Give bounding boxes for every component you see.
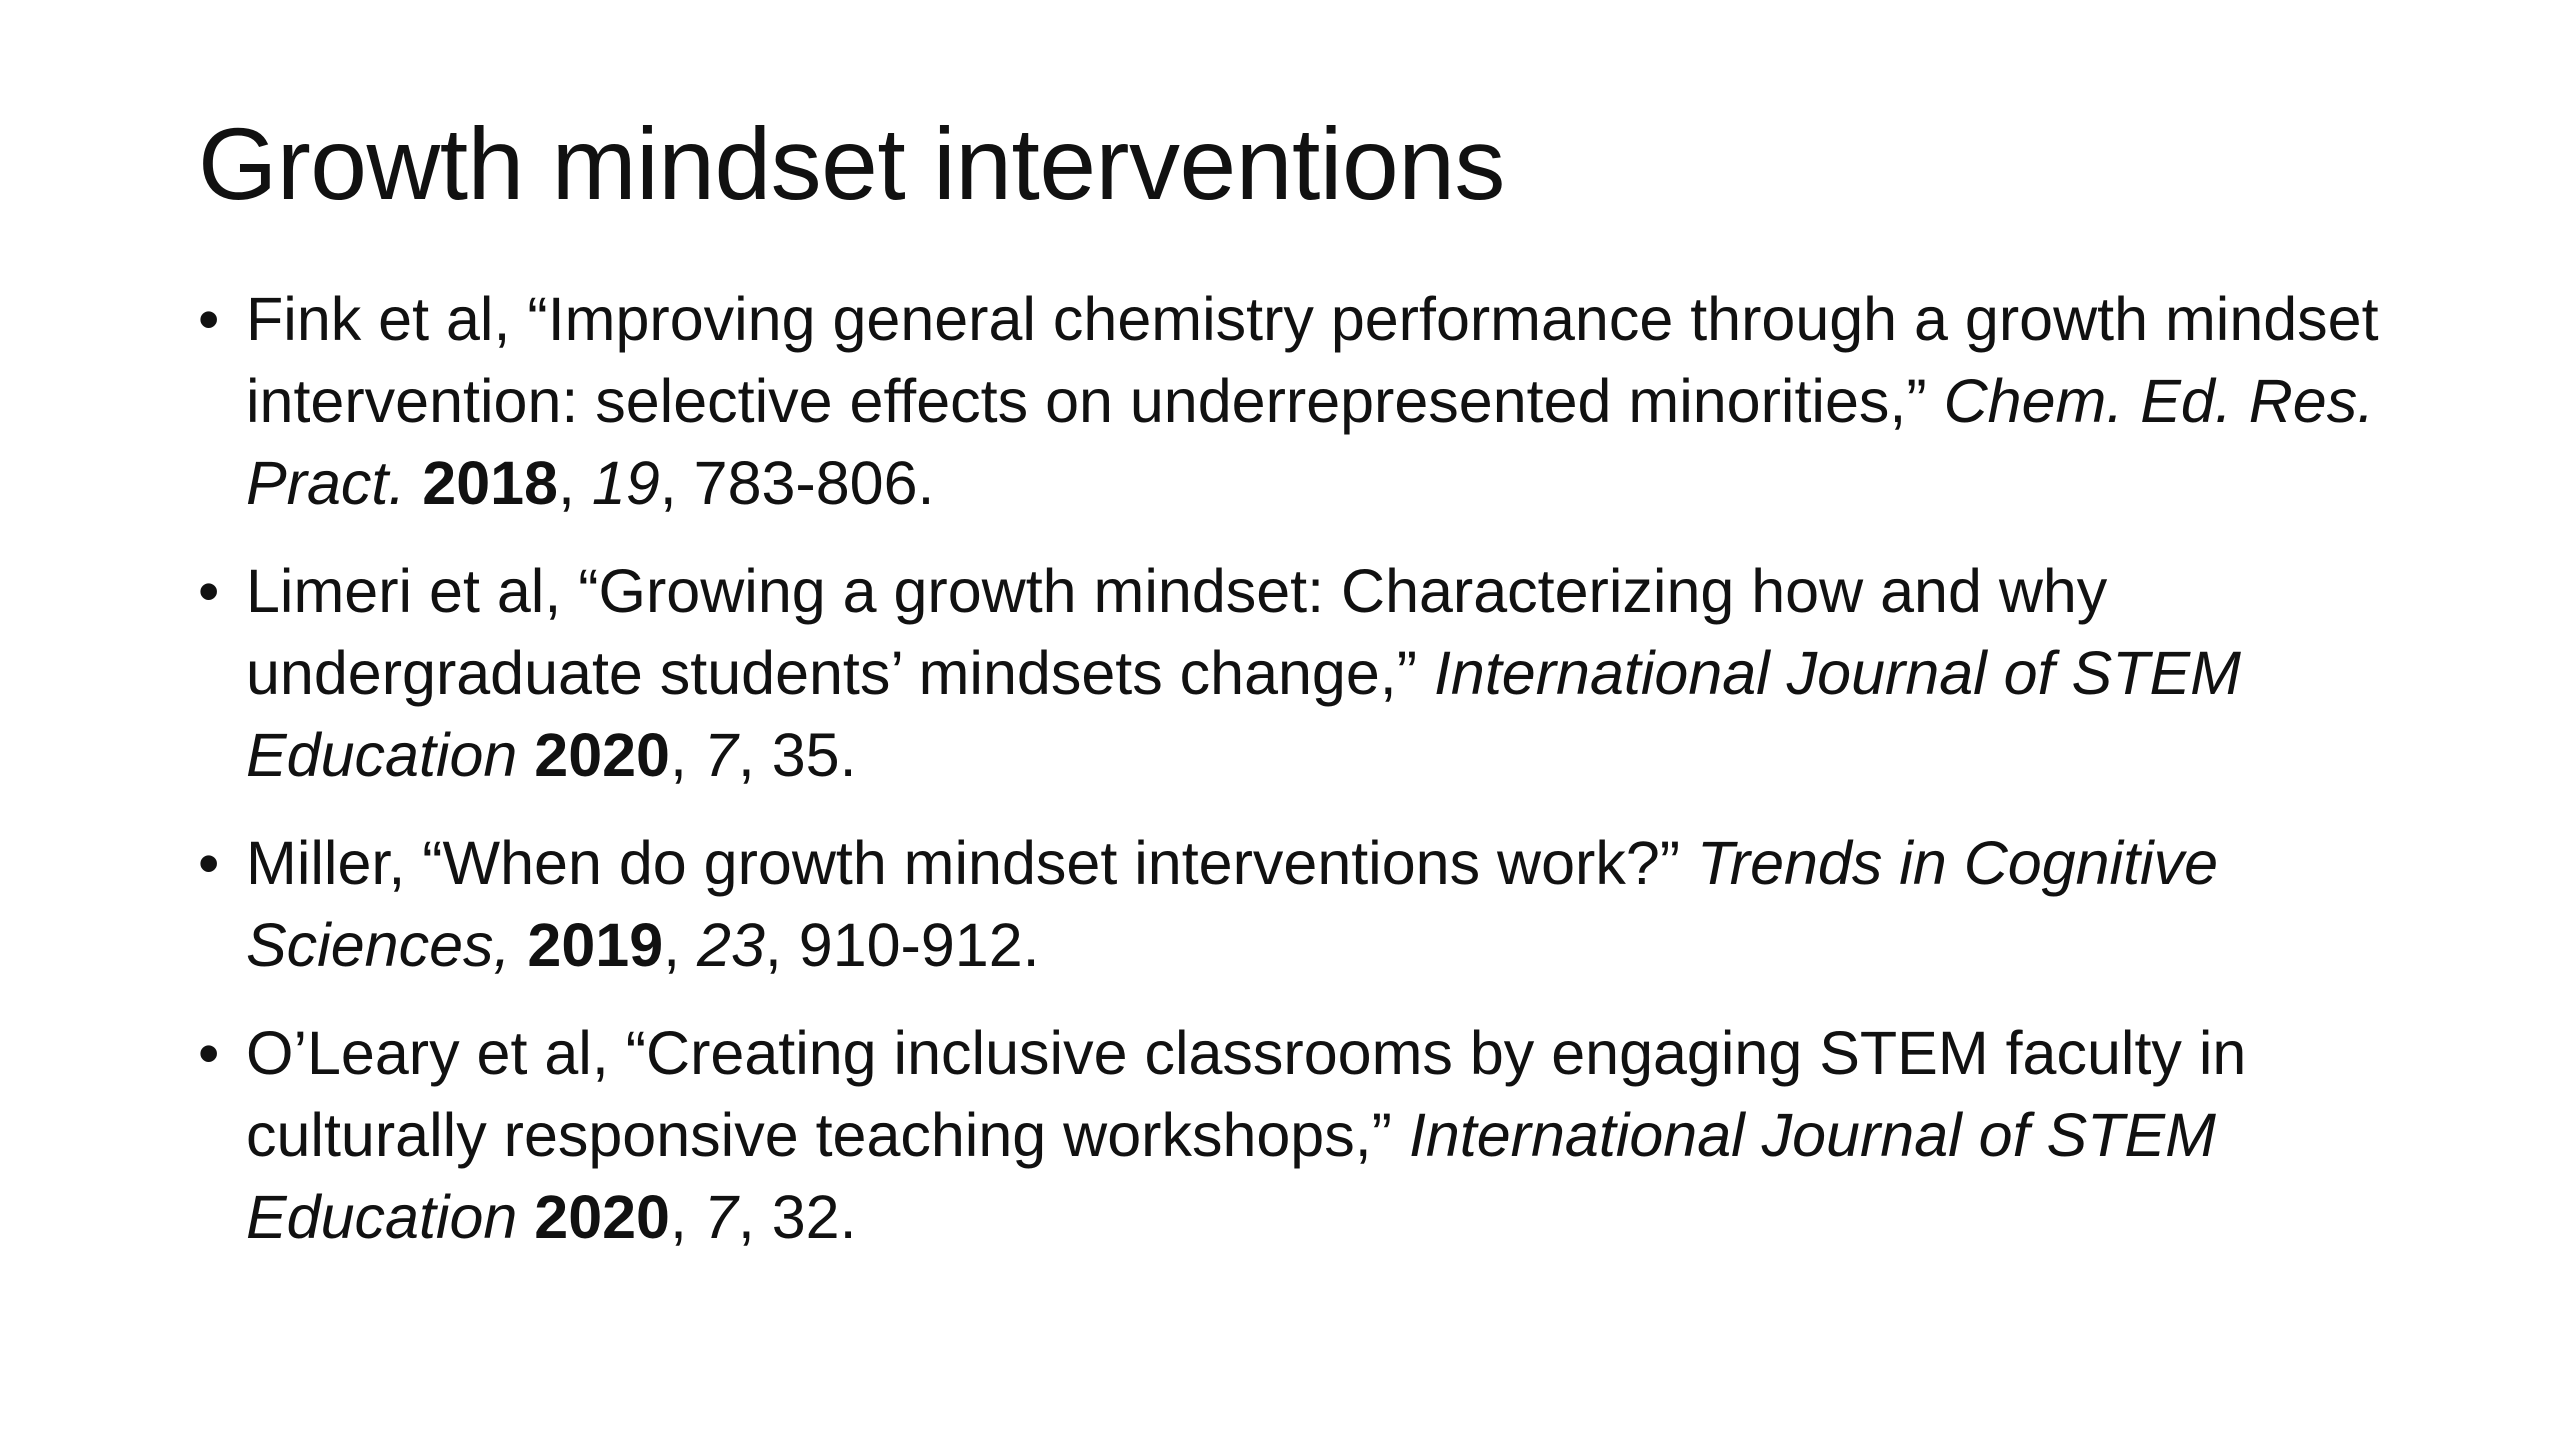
separator (517, 721, 534, 789)
reference-text (246, 1019, 2246, 1251)
reference-text (246, 829, 2218, 979)
bullet-point: • (198, 557, 220, 625)
reference-pages: , 35. (737, 721, 857, 789)
reference-year: 2019 (527, 911, 664, 979)
slide-title: Growth mindset interventions (198, 107, 1505, 221)
reference-item-oleary (198, 1012, 2438, 1258)
reference-pages: , 783-806. (659, 449, 935, 517)
separator: , (669, 1183, 704, 1251)
reference-text (246, 557, 2241, 789)
separator (405, 449, 422, 517)
separator (510, 911, 527, 979)
reference-journal: Trends in Cognitive Sciences, (246, 829, 2219, 979)
reference-item-fink (198, 278, 2438, 524)
reference-volume: 7 (703, 721, 738, 789)
reference-citation: Limeri et al, “Growing a growth mindset: Characterizing how and why undergraduate students’ mindsets change,” (246, 557, 2108, 707)
separator (517, 1183, 534, 1251)
reference-item-miller (198, 822, 2438, 986)
reference-list (198, 278, 2438, 1284)
separator: , (663, 911, 698, 979)
reference-year: 2020 (534, 721, 670, 789)
reference-journal: International Journal of STEM Education (246, 1101, 2216, 1251)
reference-volume: 23 (697, 911, 765, 979)
reference-pages: , 32. (737, 1183, 857, 1251)
reference-year: 2020 (534, 1183, 670, 1251)
reference-citation: Fink et al, “Improving general chemistry performance through a growth mindset intervention: selective effects on underrepresented minorities,” (246, 285, 2379, 435)
reference-volume: 7 (703, 1183, 738, 1251)
reference-text (246, 285, 2379, 517)
reference-item-limeri (198, 550, 2438, 796)
reference-journal: Chem. Ed. Res. Pract. (246, 367, 2375, 517)
reference-citation: O’Leary et al, “Creating inclusive classrooms by engaging STEM faculty in culturally responsive teaching workshops,” (246, 1019, 2247, 1169)
reference-volume: 19 (591, 449, 660, 517)
bullet-point: • (198, 1019, 220, 1087)
reference-journal: International Journal of STEM Education (246, 639, 2241, 789)
bullet-point: • (198, 285, 220, 353)
separator: , (669, 721, 704, 789)
reference-citation: Miller, “When do growth mindset interventions work?” (246, 829, 1698, 897)
reference-year: 2018 (422, 449, 558, 517)
separator: , (557, 449, 592, 517)
bullet-point: • (198, 829, 220, 897)
reference-pages: , 910-912. (764, 911, 1040, 979)
